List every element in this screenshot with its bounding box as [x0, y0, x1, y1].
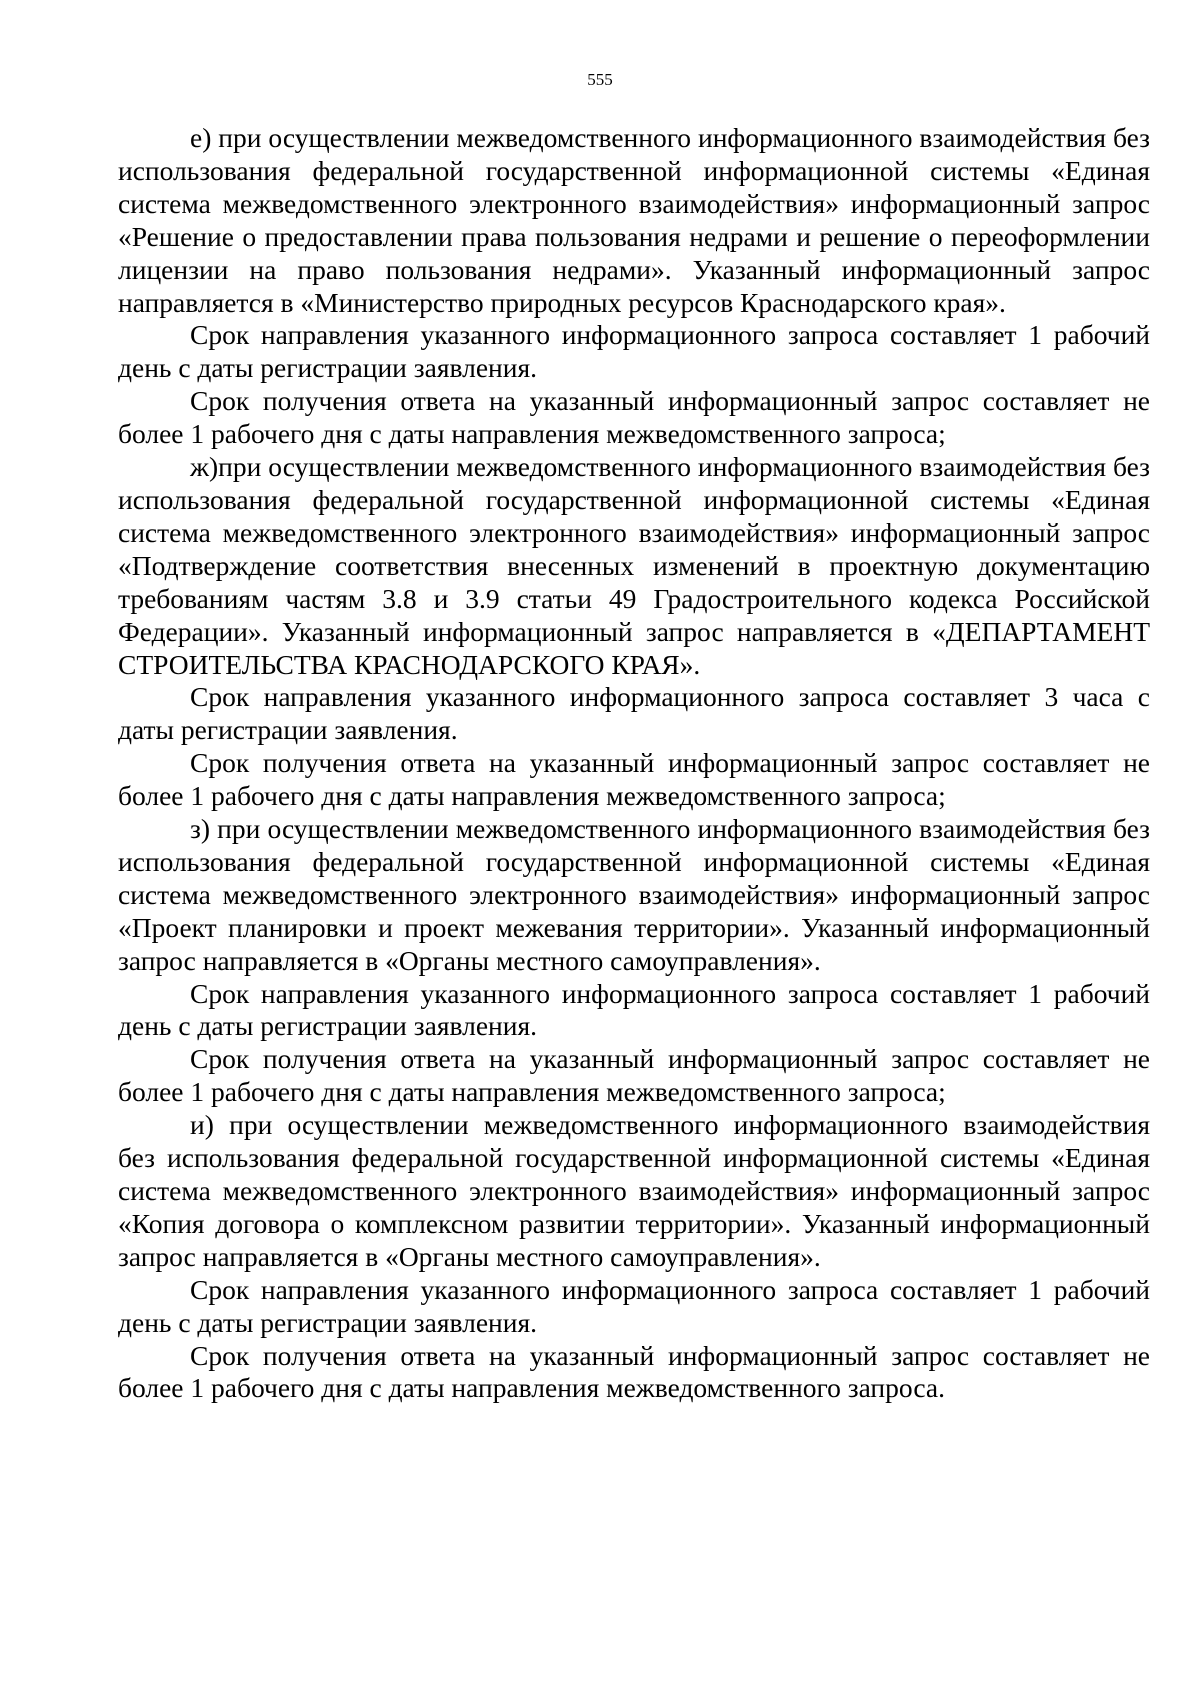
paragraph-zh-request: ж)при осуществлении межведомственного информационного взаимодействия без использования федеральной государственной информационной системы «Единая система межведомственного электронного взаимодействия» информационный запрос «Подтверждение соответствия внесенных изменений в проектную документацию требованиям частям 3.8 и 3.9 статьи 49 Градостроительного кодекса Российской Федерации». Указанный информационный запрос направляется в «ДЕПАРТАМЕНТ СТРОИТЕЛЬСТВА КРАСНОДАРСКОГО КРАЯ».: [118, 451, 1150, 680]
paragraph-i-request: и) при осуществлении межведомственного информационного взаимодействия без использования федеральной государственной информационной системы «Единая система межведомственного электронного взаимодействия» информационный запрос «Копия договора о комплексном развитии территории». Указанный информационный запрос направляется в «Органы местного самоуправления».: [118, 1109, 1150, 1272]
paragraph-e-send-deadline: Срок направления указанного информационного запроса составляет 1 рабочий день с даты регистрации заявления.: [118, 319, 1150, 384]
paragraph-z-send-deadline: Срок направления указанного информационного запроса составляет 1 рабочий день с даты регистрации заявления.: [118, 977, 1150, 1042]
paragraph-i-send-deadline: Срок направления указанного информационного запроса составляет 1 рабочий день с даты регистрации заявления.: [118, 1273, 1150, 1338]
paragraph-zh-response-deadline: Срок получения ответа на указанный информационный запрос составляет не более 1 рабочего дня с даты направления межведомственного запроса;: [118, 747, 1150, 812]
document-body: [118, 122, 1150, 1405]
paragraph-e-request: е) при осуществлении межведомственного информационного взаимодействия без использования федеральной государственной информационной системы «Единая система межведомственного электронного взаимодействия» информационный запрос «Решение о предоставлении права пользования недрами и решение о переоформлении лицензии на право пользования недрами». Указанный информационный запрос направляется в «Министерство природных ресурсов Краснодарского края».: [118, 122, 1150, 318]
paragraph-z-request: з) при осуществлении межведомственного информационного взаимодействия без использования федеральной государственной информационной системы «Единая система межведомственного электронного взаимодействия» информационный запрос «Проект планировки и проект межевания территории». Указанный информационный запрос направляется в «Органы местного самоуправления».: [118, 813, 1150, 976]
paragraph-e-response-deadline: Срок получения ответа на указанный информационный запрос составляет не более 1 рабочего дня с даты направления межведомственного запроса;: [118, 385, 1150, 450]
paragraph-zh-send-deadline: Срок направления указанного информационного запроса составляет 3 часа с даты регистрации заявления.: [118, 681, 1150, 746]
paragraph-z-response-deadline: Срок получения ответа на указанный информационный запрос составляет не более 1 рабочего дня с даты направления межведомственного запроса;: [118, 1043, 1150, 1108]
page-number: 555: [587, 70, 613, 89]
paragraph-i-response-deadline: Срок получения ответа на указанный информационный запрос составляет не более 1 рабочего дня с даты направления межведомственного запроса.: [118, 1339, 1150, 1404]
